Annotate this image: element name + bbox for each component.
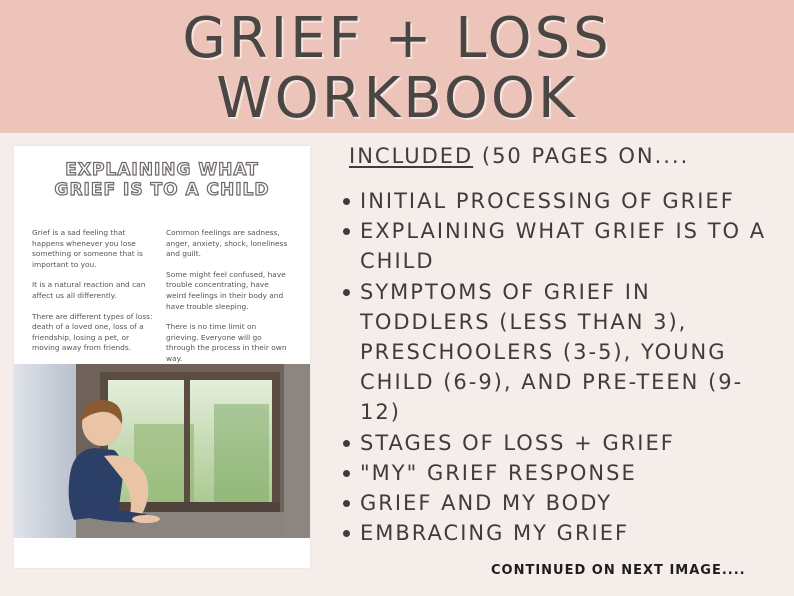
list-item (342, 277, 782, 428)
preview-title-line2: GRIEF IS TO A CHILD (54, 180, 270, 200)
list-item-text: GRIEF AND MY BODY (360, 491, 613, 516)
list-item-text: STAGES OF LOSS + GRIEF (360, 430, 675, 455)
list-item (342, 458, 782, 488)
list-item-text: EMBRACING MY GRIEF (360, 521, 630, 546)
banner-title-line1: GRIEF + LOSS (182, 6, 612, 71)
preview-paragraph: Common feelings are sadness, anger, anxiety, shock, loneliness and guilt. (166, 228, 288, 259)
preview-right-column (166, 228, 291, 375)
list-item-text: SYMPTOMS OF GRIEF IN TODDLERS (LESS THAN 3), PRESCHOOLERS (3-5), YOUNG CHILD (6-9), AND PRE-TEEN (9-12) (360, 279, 744, 425)
bullet-icon (343, 228, 350, 235)
list-item (342, 186, 782, 216)
list-item-text: "MY" GRIEF RESPONSE (360, 460, 637, 485)
bullet-icon (343, 289, 350, 296)
list-item (342, 216, 782, 276)
preview-title-line1: EXPLAINING WHAT (65, 160, 259, 180)
bullet-icon (343, 440, 350, 447)
bullet-icon (343, 500, 350, 507)
list-item (342, 428, 782, 458)
preview-paragraph: There are different types of loss: death of a loved one, loss of a friendship, losing a pet, or moving away from friends. (32, 311, 153, 353)
child-by-window-photo (14, 364, 310, 538)
preview-paragraph: There is no time limit on grieving. Everyone will go through the process in their own way. (166, 322, 287, 363)
preview-paragraph: It is a natural reaction and can affect us all differently. (32, 280, 146, 300)
title-banner (0, 0, 794, 133)
included-heading (349, 144, 689, 168)
workbook-page-preview (14, 146, 310, 568)
list-item-text: INITIAL PROCESSING OF GRIEF (360, 189, 735, 213)
continued-note: CONTINUED ON NEXT IMAGE.... (491, 563, 746, 578)
included-label: INCLUDED (349, 144, 474, 168)
list-item (342, 518, 782, 548)
list-item (342, 488, 782, 518)
preview-left-column (32, 228, 157, 364)
list-item-text: EXPLAINING WHAT GRIEF IS TO A CHILD (360, 219, 767, 274)
contents-list (342, 186, 782, 548)
banner-title-line2: WORKBOOK (216, 66, 578, 131)
bullet-icon (343, 198, 350, 205)
preview-paragraph: Grief is a sad feeling that happens whenever you lose something or someone that is important to you. (32, 228, 143, 269)
preview-paragraph: Some might feel confused, have trouble concentrating, have weird feelings in their body and have trouble sleeping. (166, 269, 286, 311)
bullet-icon (343, 470, 350, 477)
included-count: (50 PAGES ON.... (473, 144, 690, 168)
bullet-icon (343, 530, 350, 537)
